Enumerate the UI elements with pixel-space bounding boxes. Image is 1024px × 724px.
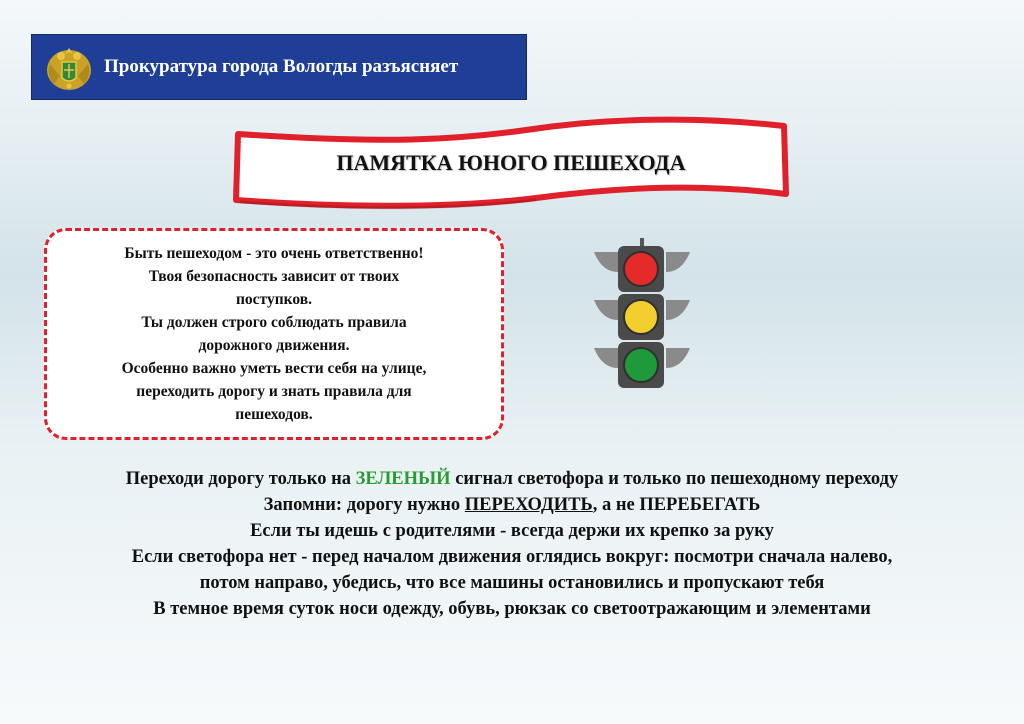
rule-line-5: потом направо, убедись, что все машины остановились и пропускают тебя (199, 573, 825, 593)
intro-line: Особенно важно уметь вести себя на улице, (121, 360, 427, 377)
traffic-light-icon (590, 238, 700, 394)
rule-line-3: Если ты идешь с родителями - всегда держи их крепко за руку (250, 521, 774, 541)
rules-block (20, 466, 1004, 622)
intro-line: переходить дорогу и знать правила для (136, 383, 412, 400)
intro-line: дорожного движения. (198, 337, 350, 354)
green-signal-word: ЗЕЛЕНЫЙ (355, 469, 451, 489)
rule-text: сигнал светофора и только по пешеходному переходу (450, 469, 899, 489)
rule-line-2 (20, 492, 1004, 518)
rule-line-4: Если светофора нет - перед началом движения оглядись вокруг: посмотри сначала налево, (131, 547, 893, 567)
intro-line: поступков. (235, 291, 312, 308)
rule-line-1 (20, 466, 1004, 492)
header-title: Прокуратура города Вологды разъясняет (104, 56, 459, 77)
rule-text: Переходи дорогу только на (125, 469, 356, 489)
title-banner (226, 112, 796, 212)
rule-text: Запомни: дорогу нужно (263, 495, 465, 515)
banner-title: ПАМЯТКА ЮНОГО ПЕШЕХОДА (336, 150, 686, 175)
intro-box (44, 228, 504, 440)
intro-text (122, 242, 427, 426)
intro-line: Быть пешеходом - это очень ответственно! (124, 245, 424, 262)
intro-line: Твоя безопасность зависит от твоих (148, 268, 400, 285)
rule-text: , а не ПЕРЕБЕГАТЬ (592, 495, 761, 515)
prosecutor-emblem-icon (42, 40, 96, 94)
intro-line: пешеходов. (235, 406, 313, 423)
rule-line-6: В темное время суток носи одежду, обувь, рюкзак со светоотражающим и элементами (153, 599, 871, 619)
header-bar (31, 34, 527, 100)
intro-line: Ты должен строго соблюдать правила (141, 314, 407, 331)
underlined-word: ПЕРЕХОДИТЬ (464, 495, 593, 515)
